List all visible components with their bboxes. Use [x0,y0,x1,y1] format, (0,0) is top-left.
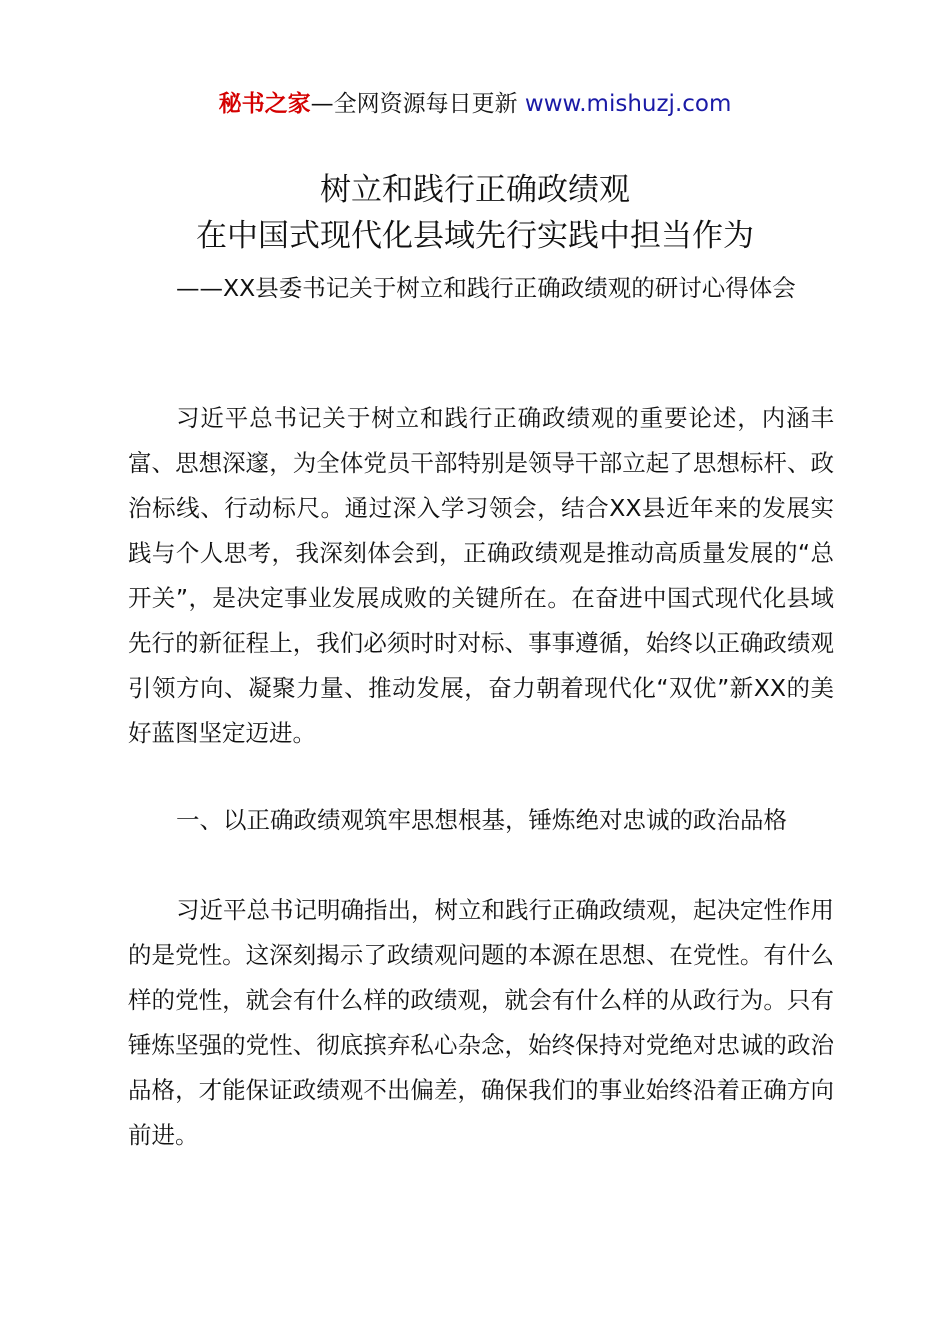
section-paragraph: 习近平总书记明确指出，树立和践行正确政绩观，起决定性作用的是党性。这深刻揭示了政绩观问题的本源在思想、在党性。有什么样的党性，就会有什么样的政绩观，就会有什么样的从政行为。只有锤炼坚强的党性、彻底摈弃私心杂念，始终保持对党绝对忠诚的政治品格，才能保证政绩观不出偏差，确保我们的事业始终沿着正确方向前进。 [128,896,834,1149]
document-title-line2: 在中国式现代化县域先行实践中担当作为 [196,218,754,254]
document-subtitle: ——XX县委书记关于树立和践行正确政绩观的研讨心得体会 [176,274,796,302]
site-url-link[interactable]: www.mishuzj.com [524,91,732,117]
document-title-line1: 树立和践行正确政绩观 [320,172,630,208]
header-tagline: —全网资源每日更新 [310,91,518,117]
intro-paragraph: 习近平总书记关于树立和践行正确政绩观的重要论述，内涵丰富、思想深邃，为全体党员干部特别是领导干部立起了思想标杆、政治标线、行动标尺。通过深入学习领会，结合XX县近年来的发展实践与个人思考，我深刻体会到，正确政绩观是推动高质量发展的“总开关”，是决定事业发展成败的关键所在。在奋进中国式现代化县域先行的新征程上，我们必须时时对标、事事遵循，始终以正确政绩观引领方向、凝聚力量、推动发展，奋力朝着现代化“双优”新XX的美好蓝图坚定迈进。 [128,404,834,747]
site-header [0,88,950,120]
brand-name: 秘书之家 [218,91,311,117]
section-heading: 一、以正确政绩观筑牢思想根基，锤炼绝对忠诚的政治品格 [176,806,787,834]
